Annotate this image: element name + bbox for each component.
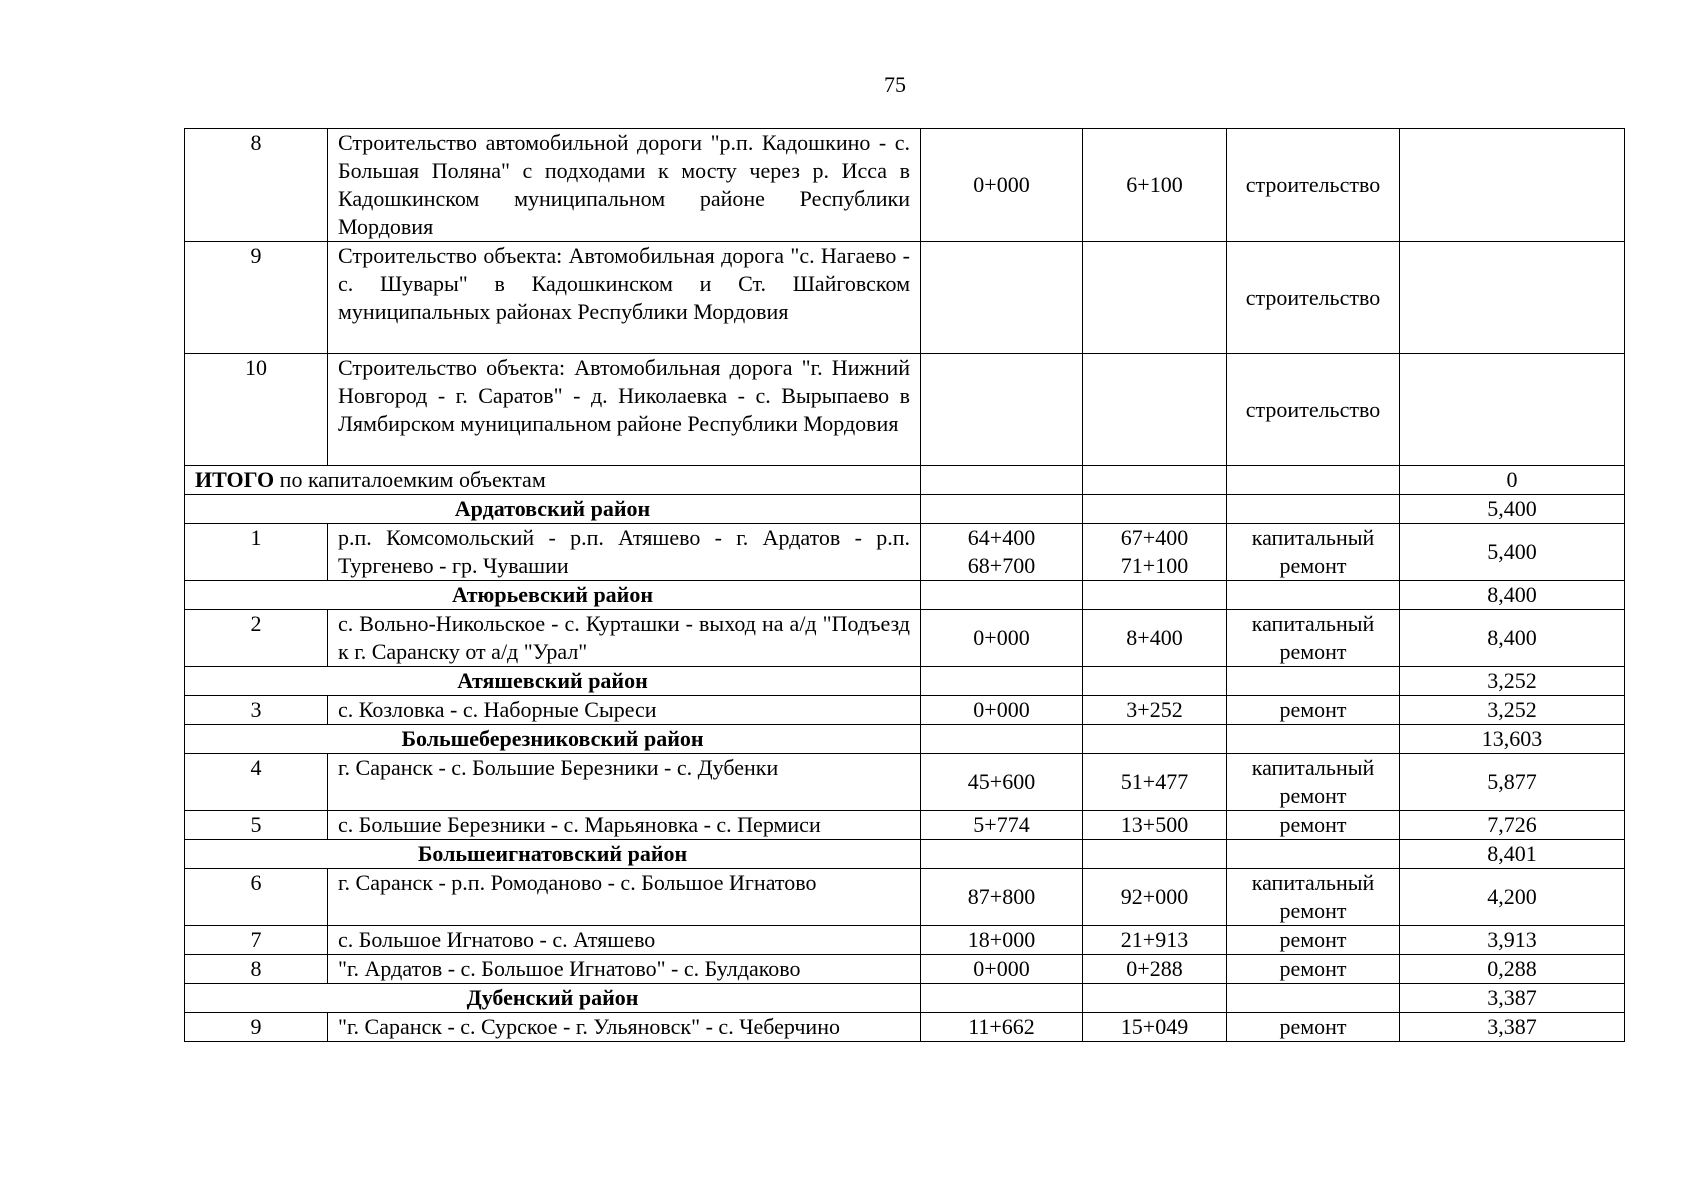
work-type-value: ремонт xyxy=(1279,927,1347,952)
end-km-value: 21+913 xyxy=(1120,927,1189,952)
road-name: р.п. Комсомольский - р.п. Атяшево - г. Ардатов - р.п. Тургенево - гр. Чувашии xyxy=(328,524,921,581)
empty-cell xyxy=(1083,466,1227,495)
road-name: Строительство объекта: Автомобильная дорога "г. Нижний Новгород - г. Саратов" - д. Николаевка - с. Вырыпаево в Лямбирском муниципальном районе Республики Мордовия xyxy=(328,354,921,466)
end-km-value: 3+252 xyxy=(1126,697,1183,722)
end-km-value: 51+477 xyxy=(1120,769,1189,794)
empty-cell xyxy=(1227,466,1400,495)
road-name: "г. Ардатов - с. Большое Игнатово" - с. Булдаково xyxy=(328,955,921,984)
amount xyxy=(1400,129,1625,242)
end-km-value: 8+400 xyxy=(1126,625,1183,650)
roads-table-body xyxy=(185,129,1625,1042)
work-type-value: капитальный xyxy=(1251,525,1375,550)
amount: 0,288 xyxy=(1400,955,1625,984)
start-km xyxy=(921,242,1083,354)
empty-cell xyxy=(1227,581,1400,610)
district-name: Атяшевский район xyxy=(185,667,921,696)
table-row xyxy=(185,869,1625,926)
work-type xyxy=(1227,610,1400,667)
start-km-value: 0+000 xyxy=(973,956,1030,981)
work-type-value: строительство xyxy=(1245,396,1381,422)
amount: 3,252 xyxy=(1400,696,1625,725)
end-km-value: 0+288 xyxy=(1126,956,1183,981)
empty-cell xyxy=(921,725,1083,754)
road-name: "г. Саранск - с. Сурское - г. Ульяновск" - с. Чеберчино xyxy=(328,1013,921,1042)
total-row xyxy=(185,466,1625,495)
work-type xyxy=(1227,811,1400,840)
table-row xyxy=(185,926,1625,955)
empty-cell xyxy=(921,667,1083,696)
work-type-value: ремонт xyxy=(1279,812,1347,837)
row-number: 9 xyxy=(185,242,328,354)
road-name: с. Козловка - с. Наборные Сыреси xyxy=(328,696,921,725)
empty-cell xyxy=(1083,581,1227,610)
start-km-value: 0+000 xyxy=(973,697,1030,722)
table-row xyxy=(185,242,1625,354)
empty-cell xyxy=(1083,667,1227,696)
amount: 3,387 xyxy=(1400,1013,1625,1042)
work-type-value: капитальный xyxy=(1251,611,1375,636)
end-km xyxy=(1083,1013,1227,1042)
row-number: 4 xyxy=(185,754,328,811)
end-km xyxy=(1083,926,1227,955)
row-number: 3 xyxy=(185,696,328,725)
row-number: 8 xyxy=(185,955,328,984)
start-km xyxy=(921,926,1083,955)
row-number: 2 xyxy=(185,610,328,667)
district-row xyxy=(185,667,1625,696)
district-row xyxy=(185,581,1625,610)
row-number: 7 xyxy=(185,926,328,955)
row-number: 10 xyxy=(185,354,328,466)
empty-cell xyxy=(1227,667,1400,696)
road-name: Строительство автомобильной дороги "р.п. Кадошкино - с. Большая Поляна" с подходами к мосту через р. Исса в Кадошкинском муниципальном районе Республики Мордовия xyxy=(328,129,921,242)
empty-cell xyxy=(921,581,1083,610)
empty-cell xyxy=(1227,840,1400,869)
start-km-value: 11+662 xyxy=(968,1014,1035,1039)
empty-cell xyxy=(921,984,1083,1013)
district-row xyxy=(185,984,1625,1013)
empty-cell xyxy=(1227,495,1400,524)
end-km xyxy=(1083,955,1227,984)
end-km xyxy=(1083,354,1227,466)
end-km xyxy=(1083,129,1227,242)
end-km-value: 6+100 xyxy=(1126,172,1183,197)
end-km xyxy=(1083,869,1227,926)
district-name: Большеберезниковский район xyxy=(185,725,921,754)
work-type xyxy=(1227,129,1400,242)
district-amount: 13,603 xyxy=(1400,725,1625,754)
work-type-value: ремонт xyxy=(1279,783,1347,808)
start-km xyxy=(921,610,1083,667)
district-amount: 8,400 xyxy=(1400,581,1625,610)
start-km xyxy=(921,129,1083,242)
end-km xyxy=(1083,524,1227,581)
total-label xyxy=(185,466,921,495)
roads-table xyxy=(184,128,1625,1042)
work-type-value: ремонт xyxy=(1279,553,1347,578)
amount xyxy=(1400,242,1625,354)
start-km xyxy=(921,811,1083,840)
start-km-value: 87+800 xyxy=(967,884,1036,909)
start-km xyxy=(921,955,1083,984)
work-type xyxy=(1227,1013,1400,1042)
road-name: Строительство объекта: Автомобильная дорога "с. Нагаево - с. Шувары" в Кадошкинском и Ст. Шайговском муниципальных районах Республики Мордовия xyxy=(328,242,921,354)
total-label-text: по капиталоемким объектам xyxy=(274,467,546,492)
work-type-value: ремонт xyxy=(1279,1014,1347,1039)
road-name: с. Большое Игнатово - с. Атяшево xyxy=(328,926,921,955)
table-row xyxy=(185,354,1625,466)
work-type xyxy=(1227,869,1400,926)
table-row xyxy=(185,754,1625,811)
row-number: 6 xyxy=(185,869,328,926)
end-km-value: 67+400 xyxy=(1120,525,1189,550)
table-row xyxy=(185,696,1625,725)
work-type-value: ремонт xyxy=(1279,697,1347,722)
amount: 8,400 xyxy=(1400,610,1625,667)
empty-cell xyxy=(1083,984,1227,1013)
work-type xyxy=(1227,754,1400,811)
start-km xyxy=(921,754,1083,811)
road-name: г. Саранск - с. Большие Березники - с. Дубенки xyxy=(328,754,921,811)
table-row xyxy=(185,955,1625,984)
work-type xyxy=(1227,242,1400,354)
start-km xyxy=(921,696,1083,725)
district-amount: 3,252 xyxy=(1400,667,1625,696)
row-number: 5 xyxy=(185,811,328,840)
start-km-value: 0+000 xyxy=(973,625,1030,650)
amount: 5,400 xyxy=(1400,524,1625,581)
district-name: Большеигнатовский район xyxy=(185,840,921,869)
table-row xyxy=(185,524,1625,581)
amount: 4,200 xyxy=(1400,869,1625,926)
start-km-value: 64+400 xyxy=(967,525,1036,550)
district-amount: 5,400 xyxy=(1400,495,1625,524)
empty-cell xyxy=(921,840,1083,869)
district-amount: 3,387 xyxy=(1400,984,1625,1013)
amount: 5,877 xyxy=(1400,754,1625,811)
district-amount: 8,401 xyxy=(1400,840,1625,869)
empty-cell xyxy=(1083,840,1227,869)
work-type xyxy=(1227,926,1400,955)
work-type xyxy=(1227,524,1400,581)
start-km-value: 45+600 xyxy=(967,769,1036,794)
empty-cell xyxy=(1083,495,1227,524)
work-type xyxy=(1227,955,1400,984)
start-km xyxy=(921,1013,1083,1042)
row-number: 1 xyxy=(185,524,328,581)
end-km-value: 92+000 xyxy=(1120,884,1189,909)
road-name: г. Саранск - р.п. Ромоданово - с. Большое Игнатово xyxy=(328,869,921,926)
work-type-value: ремонт xyxy=(1279,639,1347,664)
page-number: 75 xyxy=(884,72,906,97)
work-type xyxy=(1227,696,1400,725)
work-type-value: капитальный xyxy=(1251,755,1375,780)
amount: 3,913 xyxy=(1400,926,1625,955)
district-name: Дубенский район xyxy=(185,984,921,1013)
work-type-value: строительство xyxy=(1245,172,1381,197)
start-km-value: 18+000 xyxy=(967,927,1036,952)
end-km xyxy=(1083,811,1227,840)
work-type xyxy=(1227,354,1400,466)
district-row xyxy=(185,840,1625,869)
empty-cell xyxy=(1227,984,1400,1013)
end-km xyxy=(1083,754,1227,811)
district-name: Атюрьевский район xyxy=(185,581,921,610)
work-type-value: ремонт xyxy=(1279,956,1347,981)
end-km xyxy=(1083,610,1227,667)
end-km xyxy=(1083,242,1227,354)
district-row xyxy=(185,725,1625,754)
start-km-value: 68+700 xyxy=(967,553,1036,578)
start-km xyxy=(921,524,1083,581)
table-row xyxy=(185,129,1625,242)
table-row xyxy=(185,811,1625,840)
empty-cell xyxy=(921,495,1083,524)
end-km xyxy=(1083,696,1227,725)
start-km xyxy=(921,869,1083,926)
start-km-value: 5+774 xyxy=(973,812,1030,837)
start-km-value: 0+000 xyxy=(973,172,1030,197)
work-type-value: капитальный xyxy=(1251,870,1375,895)
district-name: Ардатовский район xyxy=(185,495,921,524)
start-km xyxy=(921,354,1083,466)
work-type-value: строительство xyxy=(1245,284,1381,310)
row-number: 9 xyxy=(185,1013,328,1042)
road-name: с. Большие Березники - с. Марьяновка - с. Пермиси xyxy=(328,811,921,840)
end-km-value: 15+049 xyxy=(1120,1014,1189,1039)
total-label-bold: ИТОГО xyxy=(195,467,275,492)
road-name: с. Вольно-Никольское - с. Курташки - выход на а/д "Подъезд к г. Саранску от а/д "Урал" xyxy=(328,610,921,667)
district-row xyxy=(185,495,1625,524)
empty-cell xyxy=(1083,725,1227,754)
table-row xyxy=(185,610,1625,667)
empty-cell xyxy=(921,466,1083,495)
row-number: 8 xyxy=(185,129,328,242)
work-type-value: ремонт xyxy=(1279,898,1347,923)
total-amount: 0 xyxy=(1400,466,1625,495)
amount: 7,726 xyxy=(1400,811,1625,840)
end-km-value: 71+100 xyxy=(1120,553,1189,578)
amount xyxy=(1400,354,1625,466)
empty-cell xyxy=(1227,725,1400,754)
end-km-value: 13+500 xyxy=(1120,812,1189,837)
table-row xyxy=(185,1013,1625,1042)
